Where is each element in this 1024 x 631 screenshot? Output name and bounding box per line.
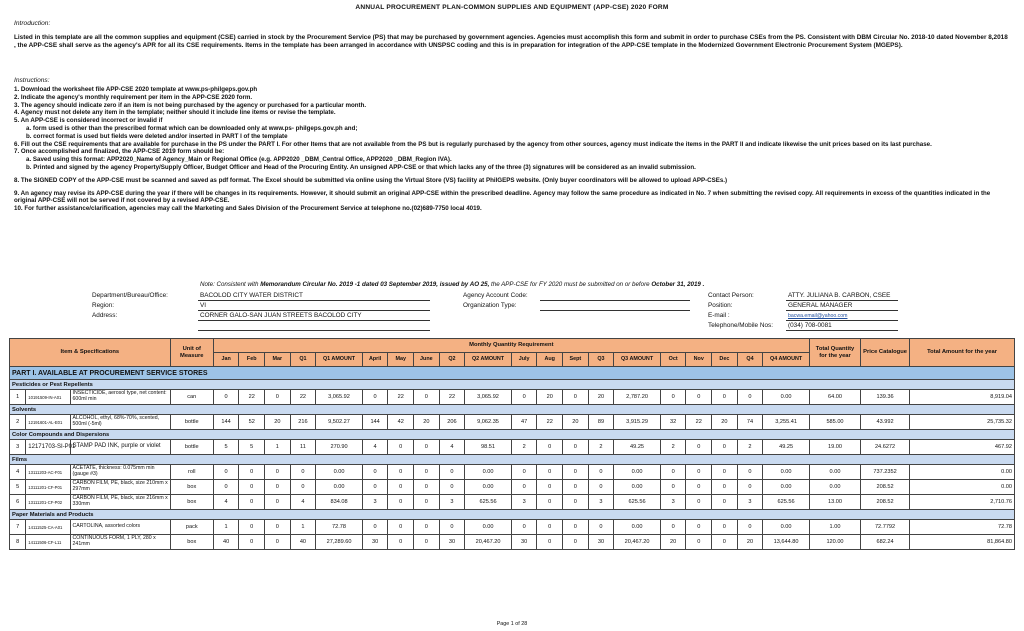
- table-cell[interactable]: 0.00: [465, 465, 512, 480]
- table-cell[interactable]: pack: [170, 520, 213, 535]
- table-cell[interactable]: 0: [737, 465, 763, 480]
- header-total-qty: Total Quantity for the year: [809, 339, 860, 367]
- header-total-amount: Total Amount for the year: [910, 339, 1015, 367]
- instruction-item: 9. An agency may revise its APP-CSE during the year if there will be changes in its requirements. However, it should submit an original APP-CSE within the prescribed deadline. Agency may follow the same procedure as indicated in No. 7 when submitting the revised copy. All requirements in excess of the quantities indicated in the original APP-CSE will not be served if not covered by a revised APP-CSE.: [14, 189, 991, 205]
- table-cell[interactable]: 2: [511, 440, 537, 455]
- table-cell[interactable]: 3: [439, 495, 465, 510]
- header-month: Q1: [290, 353, 316, 367]
- table-cell[interactable]: 216: [290, 415, 316, 430]
- table-cell[interactable]: 20: [265, 415, 291, 430]
- table-row: [10, 415, 1015, 430]
- table-cell[interactable]: 0: [537, 520, 563, 535]
- intro-text: Listed in this template are all the common supplies and equipment (CSE) carried in stock by the Procurement Service (PS) that may be purchased by government agencies. Agencies must accomplish this form and submit in order to purchase CSEs from the PS. Consistent with DBM Circular No. 2018-10 dated November 8,2018 , the APP-CSE shall serve as the agency's APR for all its CSE requirements. Items in the template has been arranged in accordance with UNSPSC coding and this is in preparation for integration of the APP-CSE template in the Modernized Government Electronic Procurement System (MGEPS).: [14, 34, 1008, 49]
- table-cell[interactable]: 144: [362, 415, 388, 430]
- table-cell[interactable]: 47: [511, 415, 537, 430]
- table-cell[interactable]: 0.00: [809, 480, 860, 495]
- table-cell[interactable]: 585.00: [809, 415, 860, 430]
- table-cell[interactable]: 0.00: [614, 465, 661, 480]
- table-cell[interactable]: 0.00: [809, 465, 860, 480]
- table-cell[interactable]: 5: [10, 480, 26, 495]
- table-cell[interactable]: 0: [265, 480, 291, 495]
- instruction-item: 5. An APP-CSE is considered incorrect or invalid if: [14, 117, 163, 125]
- table-cell[interactable]: 0: [537, 465, 563, 480]
- table-cell[interactable]: 3: [737, 495, 763, 510]
- table-cell[interactable]: 2: [10, 415, 26, 430]
- table-cell[interactable]: 0: [537, 495, 563, 510]
- instruction-item: b. Printed and signed by the agency Property/Supply Officer, Budget Officer and Head of the Procuring Entity. An unsigned APP-CSE or that which lacks any of the three (3) signatures will be considered as an invalid submission.: [26, 163, 696, 171]
- email-label: E-mail :: [708, 312, 730, 319]
- table-cell[interactable]: 0: [511, 390, 537, 405]
- table-row: [10, 535, 1015, 550]
- table-cell[interactable]: 0: [388, 465, 414, 480]
- table-cell[interactable]: 64.00: [809, 390, 860, 405]
- table-cell[interactable]: 0: [414, 465, 440, 480]
- table-cell[interactable]: 0.00: [763, 465, 810, 480]
- table-cell[interactable]: 25,735.32: [910, 415, 1015, 430]
- table-cell[interactable]: 682.24: [861, 535, 910, 550]
- region-value: VI: [200, 302, 207, 309]
- instruction-item: a. Saved using this format: APP2020_Name of Agency_Main or Regional Office (e.g. APP2020 _DBM_Central Office, APP2020 _DBM_Region IVA).: [26, 156, 452, 164]
- category-heading: Solvents: [10, 405, 1015, 415]
- table-cell[interactable]: 0.00: [465, 520, 512, 535]
- table-cell[interactable]: 22: [290, 390, 316, 405]
- table-cell[interactable]: can: [170, 390, 213, 405]
- table-cell[interactable]: 12191601-AL-E01: [26, 415, 70, 430]
- table-cell[interactable]: 89: [588, 415, 614, 430]
- table-cell[interactable]: 0: [712, 480, 738, 495]
- table-cell[interactable]: 0: [388, 495, 414, 510]
- table-row: [10, 480, 1015, 495]
- table-cell[interactable]: 0.00: [763, 390, 810, 405]
- instruction-item: 7. Once accomplished and finalized, the APP-CSE 2019 form should be:: [14, 148, 225, 156]
- header-month: Aug: [537, 353, 563, 367]
- submission-note: [200, 281, 704, 288]
- phone-label: Telephone/Mobile Nos:: [708, 322, 774, 329]
- table-cell[interactable]: 30: [362, 535, 388, 550]
- table-cell[interactable]: 22: [686, 415, 712, 430]
- table-cell[interactable]: 0: [388, 440, 414, 455]
- header-unit: Unit of Measure: [170, 339, 213, 367]
- category-heading: Films: [10, 455, 1015, 465]
- table-cell[interactable]: 0: [563, 390, 589, 405]
- table-cell[interactable]: 0: [686, 465, 712, 480]
- table-cell[interactable]: 0: [686, 390, 712, 405]
- table-cell[interactable]: 0.00: [910, 465, 1015, 480]
- table-cell[interactable]: 139.36: [861, 390, 910, 405]
- table-cell[interactable]: 0: [712, 520, 738, 535]
- table-cell[interactable]: 4: [362, 440, 388, 455]
- header-month: Nov: [686, 353, 712, 367]
- table-cell[interactable]: 19.00: [809, 440, 860, 455]
- instruction-item: 2. Indicate the agency's monthly requirement per item in the APP-CSE 2020 form.: [14, 93, 253, 101]
- table-cell[interactable]: 0: [239, 495, 265, 510]
- table-cell[interactable]: 0: [265, 495, 291, 510]
- table-cell[interactable]: 0: [414, 480, 440, 495]
- table-cell[interactable]: 3,255.41: [763, 415, 810, 430]
- table-cell[interactable]: 144: [213, 415, 239, 430]
- table-cell[interactable]: 625.56: [763, 495, 810, 510]
- table-cell[interactable]: 3,065.92: [465, 390, 512, 405]
- table-cell[interactable]: 49.25: [763, 440, 810, 455]
- table-cell[interactable]: 0: [712, 495, 738, 510]
- table-cell[interactable]: 20,467.20: [614, 535, 661, 550]
- table-cell[interactable]: 0: [737, 520, 763, 535]
- table-cell[interactable]: 13111201-CF-P01: [26, 480, 70, 495]
- note-prefix: Note: Consistent with: [200, 281, 261, 288]
- table-cell[interactable]: 3,065.92: [316, 390, 363, 405]
- table-cell[interactable]: 0.00: [316, 480, 363, 495]
- category-heading: Pesticides or Pest Repellents: [10, 380, 1015, 390]
- table-cell[interactable]: 270.90: [316, 440, 363, 455]
- table-cell[interactable]: INSECTICIDE, aerosol type, net content: 600ml min: [70, 390, 170, 405]
- table-cell[interactable]: 20: [588, 390, 614, 405]
- table-cell[interactable]: 0: [239, 480, 265, 495]
- table-cell[interactable]: roll: [170, 465, 213, 480]
- table-cell[interactable]: 24.6272: [861, 440, 910, 455]
- table-cell[interactable]: 0: [737, 390, 763, 405]
- table-cell[interactable]: 3,915.29: [614, 415, 661, 430]
- table-cell[interactable]: 625.56: [614, 495, 661, 510]
- table-cell[interactable]: 0: [290, 480, 316, 495]
- table-cell[interactable]: 0: [712, 535, 738, 550]
- table-cell[interactable]: 1: [213, 520, 239, 535]
- account-code-label: Agency Account Code:: [463, 292, 528, 299]
- table-cell[interactable]: 30: [511, 535, 537, 550]
- table-cell[interactable]: box: [170, 495, 213, 510]
- contact-label: Contact Person:: [708, 292, 754, 299]
- table-cell[interactable]: 0: [388, 535, 414, 550]
- header-month: Jan: [213, 353, 239, 367]
- category-heading: Paper Materials and Products: [10, 510, 1015, 520]
- phone-value: (034) 708-0081: [788, 322, 832, 329]
- table-cell[interactable]: 0: [239, 535, 265, 550]
- table-cell[interactable]: 20: [563, 415, 589, 430]
- table-cell[interactable]: 0: [660, 390, 686, 405]
- note-deadline: October 31, 2019 .: [651, 281, 705, 288]
- table-cell[interactable]: 0.00: [910, 480, 1015, 495]
- table-cell[interactable]: 4: [10, 465, 26, 480]
- table-cell[interactable]: 0: [511, 480, 537, 495]
- header-month: Q4: [737, 353, 763, 367]
- instruction-item: 4. Agency must not delete any item in the template; neither should it include line items or revise the template.: [14, 109, 336, 117]
- header-price: Price Catalogue: [861, 339, 910, 367]
- table-cell[interactable]: 206: [439, 415, 465, 430]
- table-cell[interactable]: 0: [213, 465, 239, 480]
- instructions-list: [14, 86, 1010, 213]
- table-cell[interactable]: 0: [537, 440, 563, 455]
- instruction-item: a. form used is other than the prescribed format which can be downloaded only at www.ps- philgeps.gov.ph and;: [26, 124, 358, 132]
- table-cell[interactable]: 52: [239, 415, 265, 430]
- table-cell[interactable]: 10191509-IN-A01: [26, 390, 70, 405]
- header-monthly: Monthly Quantity Requirement: [213, 339, 809, 353]
- table-cell[interactable]: 0: [712, 440, 738, 455]
- table-cell[interactable]: 0: [712, 390, 738, 405]
- table-cell[interactable]: 30: [439, 535, 465, 550]
- table-cell[interactable]: 0: [686, 480, 712, 495]
- table-cell[interactable]: 3: [511, 495, 537, 510]
- table-cell[interactable]: 467.92: [910, 440, 1015, 455]
- table-cell[interactable]: 0: [563, 495, 589, 510]
- table-cell[interactable]: 11: [290, 440, 316, 455]
- table-cell[interactable]: 0: [290, 465, 316, 480]
- table-cell[interactable]: 0: [265, 535, 291, 550]
- table-row: [10, 495, 1015, 510]
- table-cell[interactable]: 0.00: [316, 465, 363, 480]
- table-cell[interactable]: ACETATE, thickness: 0.075mm min (gauge #3): [70, 465, 170, 480]
- table-cell[interactable]: 0: [511, 520, 537, 535]
- table-cell[interactable]: 0: [588, 465, 614, 480]
- table-cell[interactable]: 1.00: [809, 520, 860, 535]
- address-label: Address:: [92, 312, 118, 319]
- table-cell[interactable]: 20: [712, 415, 738, 430]
- table-cell[interactable]: bottle: [170, 440, 213, 455]
- table-cell[interactable]: 0: [414, 535, 440, 550]
- table-cell[interactable]: 0: [686, 495, 712, 510]
- table-cell[interactable]: 12171703-SI-P01: [26, 440, 70, 455]
- table-cell[interactable]: 2: [737, 440, 763, 455]
- table-cell[interactable]: 208.52: [861, 480, 910, 495]
- table-cell[interactable]: 14111506-CF-L11: [26, 535, 70, 550]
- table-cell[interactable]: 0: [563, 480, 589, 495]
- header-month: Q2 AMOUNT: [465, 353, 512, 367]
- header-month: Feb: [239, 353, 265, 367]
- table-cell[interactable]: 20: [537, 390, 563, 405]
- dept-value: BACOLOD CITY WATER DISTRICT: [200, 292, 303, 299]
- table-cell[interactable]: 0: [563, 535, 589, 550]
- table-row: [10, 520, 1015, 535]
- table-cell[interactable]: 0: [414, 520, 440, 535]
- table-cell[interactable]: 7: [10, 520, 26, 535]
- note-middle: the APP-CSE for FY 2020 must be submitted on or before: [489, 281, 652, 288]
- table-cell[interactable]: 13111201-CF-P02: [26, 495, 70, 510]
- header-month: Mar: [265, 353, 291, 367]
- table-cell[interactable]: 0: [588, 520, 614, 535]
- table-cell[interactable]: 4: [213, 495, 239, 510]
- position-label: Position:: [708, 302, 733, 309]
- table-cell[interactable]: 0: [439, 465, 465, 480]
- table-cell[interactable]: 0: [712, 465, 738, 480]
- table-cell[interactable]: CARTOLINA, assorted colors: [70, 520, 170, 535]
- table-row: [10, 465, 1015, 480]
- table-cell[interactable]: 13,644.80: [763, 535, 810, 550]
- table-cell[interactable]: 0: [537, 535, 563, 550]
- table-cell[interactable]: ALCOHOL, ethyl, 68%-70%, scented, 500ml (-5ml): [70, 415, 170, 430]
- dept-label: Department/Bureau/Office:: [92, 292, 168, 299]
- instruction-item: 3. The agency should indicate zero if an item is not being purchased by the agency or purchased for a particular month.: [14, 101, 367, 109]
- table-cell[interactable]: 20,467.20: [465, 535, 512, 550]
- table-cell[interactable]: 0: [588, 480, 614, 495]
- table-cell[interactable]: 0.00: [465, 480, 512, 495]
- table-cell[interactable]: 42: [388, 415, 414, 430]
- table-cell[interactable]: 0: [737, 480, 763, 495]
- table-cell[interactable]: STAMP PAD INK, purple or violet: [70, 440, 170, 455]
- table-cell[interactable]: 49.25: [614, 440, 661, 455]
- table-cell[interactable]: 22: [239, 390, 265, 405]
- table-cell[interactable]: 0: [511, 465, 537, 480]
- table-cell[interactable]: 43.992: [861, 415, 910, 430]
- table-cell[interactable]: 120.00: [809, 535, 860, 550]
- table-cell[interactable]: 0: [213, 480, 239, 495]
- table-cell[interactable]: 0: [239, 520, 265, 535]
- header-month: Dec: [712, 353, 738, 367]
- table-cell[interactable]: 0.00: [614, 520, 661, 535]
- table-cell[interactable]: 0: [362, 390, 388, 405]
- table-cell[interactable]: 0: [563, 440, 589, 455]
- header-month: May: [388, 353, 414, 367]
- page-number: Page 1 of 28: [496, 621, 528, 627]
- category-heading: Color Compounds and Dispersions: [10, 430, 1015, 440]
- table-cell[interactable]: 0: [388, 520, 414, 535]
- table-cell[interactable]: 0: [362, 520, 388, 535]
- table-cell[interactable]: 8: [10, 535, 26, 550]
- table-cell[interactable]: 5: [239, 440, 265, 455]
- table-cell[interactable]: 2,710.76: [910, 495, 1015, 510]
- instruction-item: 6. Fill out the CSE requirements that are available for purchase in the PS under the PART I. For other Items that are not available from the PS but is regularly purchased by the agency from other sources, agency must indicate the items in the PART II and indicate likewise the unit prices based on its last purchase.: [14, 140, 932, 148]
- table-cell[interactable]: 40: [290, 535, 316, 550]
- email-value[interactable]: bacwa.email@yahoo.com: [788, 313, 848, 319]
- table-cell[interactable]: 0: [660, 520, 686, 535]
- table-cell[interactable]: box: [170, 535, 213, 550]
- table-cell[interactable]: 208.52: [861, 495, 910, 510]
- address-value: CORNER GALO-SAN JUAN STREETS BACOLOD CITY: [200, 312, 362, 319]
- table-cell[interactable]: 20: [414, 415, 440, 430]
- part-1-heading: PART I. AVAILABLE AT PROCUREMENT SERVICE STORES: [10, 367, 1015, 380]
- table-cell[interactable]: 737.2352: [861, 465, 910, 480]
- table-cell[interactable]: 0: [414, 390, 440, 405]
- table-cell[interactable]: 22: [388, 390, 414, 405]
- header-month: Q3 AMOUNT: [614, 353, 661, 367]
- table-cell[interactable]: 0: [686, 440, 712, 455]
- table-cell[interactable]: 0: [563, 465, 589, 480]
- header-month: Sept: [563, 353, 589, 367]
- table-cell[interactable]: 0: [265, 520, 291, 535]
- table-cell[interactable]: 30: [588, 535, 614, 550]
- table-cell[interactable]: 2: [588, 440, 614, 455]
- table-cell[interactable]: 72.78: [910, 520, 1015, 535]
- table-cell[interactable]: 0: [265, 390, 291, 405]
- table-cell[interactable]: box: [170, 480, 213, 495]
- table-cell[interactable]: 0: [439, 480, 465, 495]
- table-cell[interactable]: 0: [213, 390, 239, 405]
- table-cell[interactable]: 2: [660, 440, 686, 455]
- procurement-table: [9, 338, 1015, 550]
- table-cell[interactable]: 20: [737, 535, 763, 550]
- table-cell[interactable]: 0.00: [614, 480, 661, 495]
- header-month: June: [414, 353, 440, 367]
- table-cell[interactable]: 3: [10, 440, 26, 455]
- table-cell[interactable]: 72.7792: [861, 520, 910, 535]
- table-cell[interactable]: 0: [362, 480, 388, 495]
- header-month: Q1 AMOUNT: [316, 353, 363, 367]
- table-cell[interactable]: 81,864.80: [910, 535, 1015, 550]
- table-cell[interactable]: 0: [362, 465, 388, 480]
- table-cell[interactable]: 9,062.35: [465, 415, 512, 430]
- table-cell[interactable]: 0: [660, 465, 686, 480]
- table-cell[interactable]: 2,787.20: [614, 390, 661, 405]
- table-cell[interactable]: 32: [660, 415, 686, 430]
- instruction-item: b. correct format is used but fields were deleted and/or inserted in PART I of the template: [26, 132, 288, 140]
- table-cell[interactable]: 625.56: [465, 495, 512, 510]
- instruction-item: 8. The SIGNED COPY of the APP-CSE must be scanned and saved as pdf format. The Excel should be submitted via online using the Virtual Store (VS) facility at PhilGEPS website. (Only buyer coordinators will be allowed to upload APP-CSEs.): [14, 176, 728, 184]
- table-cell[interactable]: 6: [10, 495, 26, 510]
- table-cell[interactable]: 1: [265, 440, 291, 455]
- intro-heading: Introduction:: [14, 20, 51, 27]
- header-item-specs: Item & Specifications: [10, 339, 171, 367]
- table-cell[interactable]: 20: [660, 535, 686, 550]
- table-cell[interactable]: 0: [686, 520, 712, 535]
- header-month: Oct: [660, 353, 686, 367]
- table-cell[interactable]: 0: [388, 480, 414, 495]
- header-month: April: [362, 353, 388, 367]
- form-title: ANNUAL PROCUREMENT PLAN-COMMON SUPPLIES AND EQUIPMENT (APP-CSE) 2020 FORM: [355, 4, 669, 11]
- table-cell[interactable]: 1: [10, 390, 26, 405]
- table-cell[interactable]: 74: [737, 415, 763, 430]
- table-cell[interactable]: 0: [414, 495, 440, 510]
- header-month: Q4 AMOUNT: [763, 353, 810, 367]
- table-cell[interactable]: CONTINUOUS FORM, 1 PLY, 280 x 241mm: [70, 535, 170, 550]
- table-row: [10, 440, 1015, 455]
- table-cell[interactable]: CARBON FILM, PE, black, size 216mm x 330mm: [70, 495, 170, 510]
- region-label: Region:: [92, 302, 115, 309]
- table-cell[interactable]: 14111525-CA-A01: [26, 520, 70, 535]
- table-cell[interactable]: 9,502.27: [316, 415, 363, 430]
- org-type-label: Organization Type:: [463, 302, 517, 309]
- table-cell[interactable]: 0.00: [763, 520, 810, 535]
- header-month: Q2: [439, 353, 465, 367]
- instruction-item: 1. Download the worksheet file APP-CSE 2020 template at www.ps-philgeps.gov.ph: [14, 86, 258, 93]
- table-cell[interactable]: 1: [290, 520, 316, 535]
- table-cell[interactable]: 0: [265, 465, 291, 480]
- table-cell[interactable]: 27,289.60: [316, 535, 363, 550]
- table-cell[interactable]: 0: [537, 480, 563, 495]
- instructions-heading: Instructions:: [14, 77, 50, 84]
- table-cell[interactable]: 72.78: [316, 520, 363, 535]
- table-cell[interactable]: 0: [239, 465, 265, 480]
- table-cell[interactable]: 4: [290, 495, 316, 510]
- instruction-item: 10. For further assistance/clarification, agencies may call the Marketing and Sales Division of the Procurement Service at telephone no.(02)689-7750 local 4019.: [14, 205, 482, 213]
- table-cell[interactable]: CARBON FILM, PE, black, size 210mm x 297mm: [70, 480, 170, 495]
- header-month: July: [511, 353, 537, 367]
- table-row: [10, 390, 1015, 405]
- table-cell[interactable]: 22: [439, 390, 465, 405]
- table-cell[interactable]: 0.00: [763, 480, 810, 495]
- table-cell[interactable]: 0: [686, 535, 712, 550]
- table-cell[interactable]: 4: [439, 440, 465, 455]
- table-cell[interactable]: 3: [660, 495, 686, 510]
- table-cell[interactable]: 13.00: [809, 495, 860, 510]
- header-month: Q3: [588, 353, 614, 367]
- table-cell[interactable]: bottle: [170, 415, 213, 430]
- table-cell[interactable]: 3: [362, 495, 388, 510]
- table-cell[interactable]: 834.08: [316, 495, 363, 510]
- table-cell[interactable]: 3: [588, 495, 614, 510]
- table-cell[interactable]: 5: [213, 440, 239, 455]
- table-cell[interactable]: 0: [563, 520, 589, 535]
- table-cell[interactable]: 0: [439, 520, 465, 535]
- table-cell[interactable]: 0: [414, 440, 440, 455]
- contact-value: ATTY. JULIANA B. CARBON, CSEE: [788, 292, 891, 299]
- table-cell[interactable]: 40: [213, 535, 239, 550]
- table-cell[interactable]: 0: [660, 480, 686, 495]
- table-cell[interactable]: 8,919.04: [910, 390, 1015, 405]
- note-circular: Memorandum Circular No. 2019 -1 dated 03 September 2019, issued by AO 25,: [260, 281, 490, 288]
- position-value: GENERAL MANAGER: [788, 302, 853, 309]
- table-cell[interactable]: 22: [537, 415, 563, 430]
- table-cell[interactable]: 13111203-AC-F01: [26, 465, 70, 480]
- table-cell[interactable]: 98.51: [465, 440, 512, 455]
